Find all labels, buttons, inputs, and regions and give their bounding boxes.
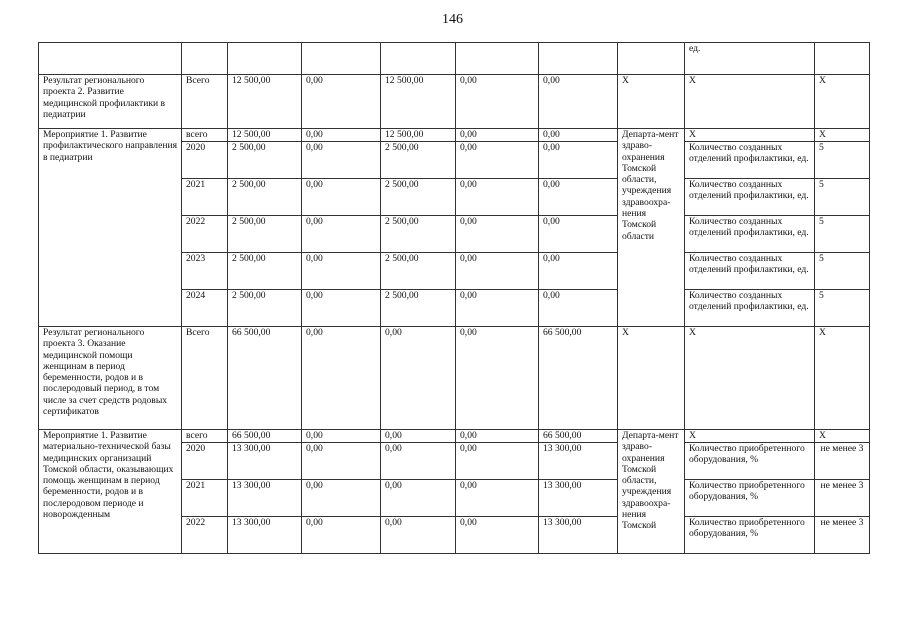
amount-cell: 13 300,00 xyxy=(539,480,618,517)
amount-cell: 0,00 xyxy=(456,480,539,517)
amount-cell: 0,00 xyxy=(456,253,539,290)
amount-cell: 66 500,00 xyxy=(539,430,618,443)
period-cell: 2020 xyxy=(182,443,228,480)
amount-cell: 13 300,00 xyxy=(539,443,618,480)
indicator-cell: Количество созданных отделений профилактики, ед. xyxy=(685,290,815,327)
amount-cell: 13 300,00 xyxy=(539,517,618,554)
amount-cell: 2 500,00 xyxy=(381,216,456,253)
amount-cell: 0,00 xyxy=(539,75,618,129)
table-row xyxy=(39,430,870,443)
amount-cell: 0,00 xyxy=(302,253,381,290)
value-cell: 5 xyxy=(815,216,870,253)
period-cell: 2022 xyxy=(182,517,228,554)
indicator-cell: Количество приобретенного оборудования, % xyxy=(685,443,815,480)
period-cell: 2020 xyxy=(182,142,228,179)
event-name: Мероприятие 1. Развитие материально-технической базы медицинских организаций Томской области, оказывающих помощь женщинам в период беременности, родов и в послеродовом периоде и новорожденным xyxy=(39,430,182,554)
amount-cell: 2 500,00 xyxy=(381,253,456,290)
value-cell: Х xyxy=(815,327,870,430)
amount-cell: 0,00 xyxy=(302,75,381,129)
amount-cell: 0,00 xyxy=(539,216,618,253)
amount-cell: 0,00 xyxy=(456,430,539,443)
period-cell: Всего xyxy=(182,75,228,129)
indicator-cell: Х xyxy=(685,129,815,142)
amount-cell: 2 500,00 xyxy=(381,179,456,216)
value-cell: Х xyxy=(815,430,870,443)
amount-cell: 0,00 xyxy=(456,443,539,480)
value-cell: не менее 3 xyxy=(815,480,870,517)
program-table xyxy=(38,42,870,554)
executor-cell: Департа-мент здраво-охранения Томской области, учреждения здравоохра-нения Томской xyxy=(618,430,685,554)
amount-cell: 66 500,00 xyxy=(228,430,302,443)
amount-cell: 0,00 xyxy=(381,480,456,517)
amount-cell: 13 300,00 xyxy=(228,480,302,517)
amount-cell: 2 500,00 xyxy=(381,142,456,179)
period-cell: всего xyxy=(182,430,228,443)
period-cell: 2021 xyxy=(182,480,228,517)
indicator-cell: Количество созданных отделений профилактики, ед. xyxy=(685,253,815,290)
period-cell: 2024 xyxy=(182,290,228,327)
amount-cell: 66 500,00 xyxy=(539,327,618,430)
page-number: 146 xyxy=(442,12,463,27)
value-cell: не менее 3 xyxy=(815,517,870,554)
amount-cell: 12 500,00 xyxy=(381,129,456,142)
indicator-cell: Количество приобретенного оборудования, % xyxy=(685,517,815,554)
amount-cell: 0,00 xyxy=(302,430,381,443)
value-cell: 5 xyxy=(815,290,870,327)
value-cell: 5 xyxy=(815,179,870,216)
value-cell: Х xyxy=(815,129,870,142)
value-cell: не менее 3 xyxy=(815,443,870,480)
amount-cell: 0,00 xyxy=(456,142,539,179)
executor-cell: Департа-мент здраво-охранения Томской области, учреждения здравоохра-нения Томской области xyxy=(618,129,685,327)
indicator-cell: Количество созданных отделений профилактики, ед. xyxy=(685,142,815,179)
table-body xyxy=(39,43,870,554)
table-row xyxy=(39,75,870,129)
indicator-cell: Количество созданных отделений профилактики, ед. xyxy=(685,179,815,216)
amount-cell: 2 500,00 xyxy=(228,253,302,290)
amount-cell: 0,00 xyxy=(302,517,381,554)
amount-cell: 0,00 xyxy=(456,179,539,216)
executor-cell: Х xyxy=(618,75,685,129)
period-cell: Всего xyxy=(182,327,228,430)
amount-cell: 0,00 xyxy=(456,129,539,142)
amount-cell: 2 500,00 xyxy=(228,216,302,253)
event-name: Мероприятие 1. Развитие профилактического направления в педиатрии xyxy=(39,129,182,327)
amount-cell: 2 500,00 xyxy=(228,179,302,216)
indicator-cell: Х xyxy=(685,430,815,443)
amount-cell: 0,00 xyxy=(302,480,381,517)
amount-cell: 0,00 xyxy=(302,443,381,480)
amount-cell: 0,00 xyxy=(302,179,381,216)
amount-cell: 0,00 xyxy=(302,290,381,327)
amount-cell: 0,00 xyxy=(302,142,381,179)
table-row xyxy=(39,129,870,142)
period-cell: всего xyxy=(182,129,228,142)
amount-cell: 2 500,00 xyxy=(381,290,456,327)
value-cell: 5 xyxy=(815,253,870,290)
amount-cell: 66 500,00 xyxy=(228,327,302,430)
amount-cell: 2 500,00 xyxy=(228,290,302,327)
amount-cell: 0,00 xyxy=(539,290,618,327)
amount-cell: 2 500,00 xyxy=(228,142,302,179)
amount-cell: 0,00 xyxy=(456,216,539,253)
indicator-cell: Х xyxy=(685,327,815,430)
indicator-cell: Х xyxy=(685,75,815,129)
indicator-cell: Количество приобретенного оборудования, % xyxy=(685,480,815,517)
table-row xyxy=(39,327,870,430)
indicator-cell: Количество созданных отделений профилактики, ед. xyxy=(685,216,815,253)
amount-cell: 0,00 xyxy=(381,443,456,480)
amount-cell: 0,00 xyxy=(381,517,456,554)
period-cell: 2022 xyxy=(182,216,228,253)
amount-cell: 0,00 xyxy=(381,430,456,443)
executor-cell: Х xyxy=(618,327,685,430)
amount-cell: 0,00 xyxy=(539,142,618,179)
amount-cell: 0,00 xyxy=(456,327,539,430)
amount-cell: 13 300,00 xyxy=(228,443,302,480)
amount-cell: 0,00 xyxy=(539,179,618,216)
amount-cell: 0,00 xyxy=(302,129,381,142)
unit-cell: ед. xyxy=(685,43,815,75)
amount-cell: 13 300,00 xyxy=(228,517,302,554)
value-cell: 5 xyxy=(815,142,870,179)
amount-cell: 0,00 xyxy=(302,216,381,253)
table-row xyxy=(39,43,870,75)
amount-cell: 0,00 xyxy=(302,327,381,430)
amount-cell: 0,00 xyxy=(456,517,539,554)
result-name: Результат регионального проекта 3. Оказание медицинской помощи женщинам в период беременности, родов и в послеродовый период, в том числе за счет средств родовых сертификатов xyxy=(39,327,182,430)
amount-cell: 12 500,00 xyxy=(228,129,302,142)
amount-cell: 12 500,00 xyxy=(381,75,456,129)
result-name: Результат регионального проекта 2. Развитие медицинской профилактики в педиатрии xyxy=(39,75,182,129)
amount-cell: 0,00 xyxy=(381,327,456,430)
amount-cell: 0,00 xyxy=(539,129,618,142)
amount-cell: 0,00 xyxy=(456,290,539,327)
period-cell: 2023 xyxy=(182,253,228,290)
value-cell: Х xyxy=(815,75,870,129)
amount-cell: 0,00 xyxy=(539,253,618,290)
period-cell: 2021 xyxy=(182,179,228,216)
amount-cell: 0,00 xyxy=(456,75,539,129)
amount-cell: 12 500,00 xyxy=(228,75,302,129)
